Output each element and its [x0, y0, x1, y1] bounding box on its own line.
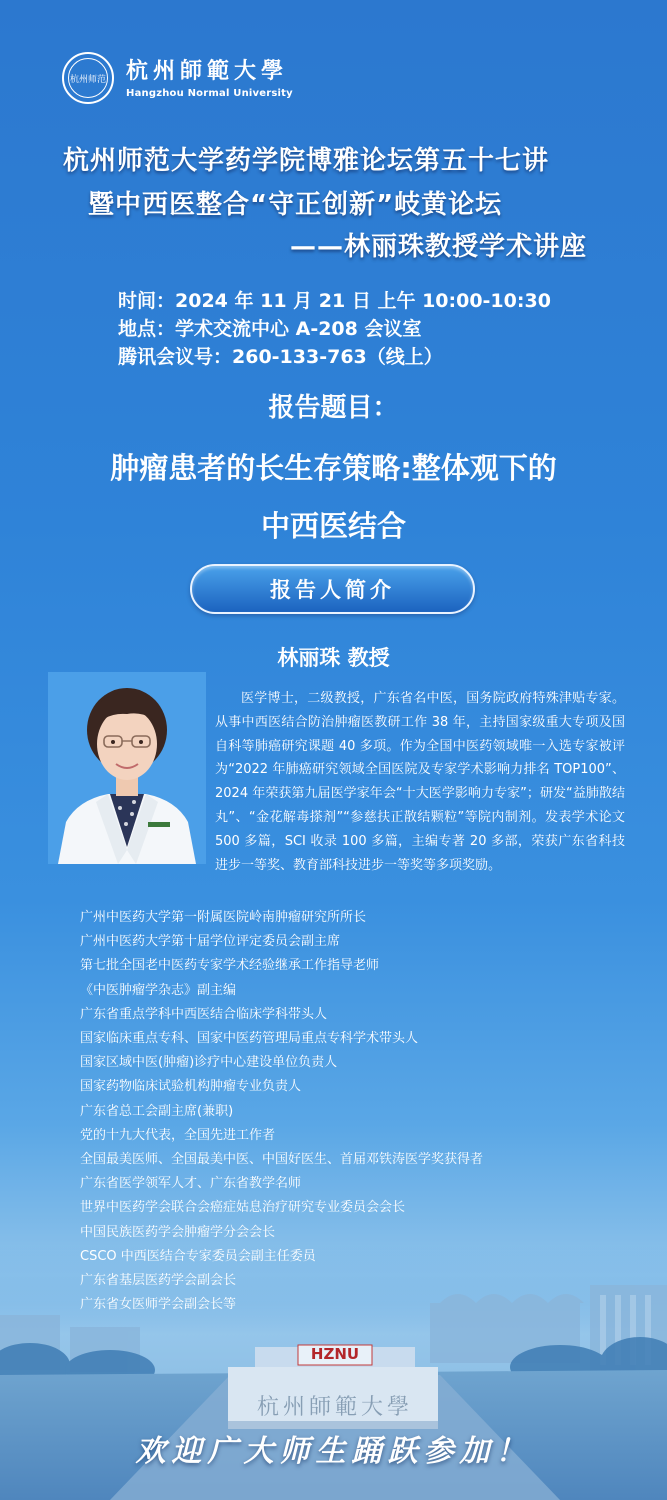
logo-text [126, 58, 293, 99]
gate-inscription: 杭州師範大學 [256, 1395, 413, 1420]
speaker-intro-button [190, 564, 475, 614]
topic-line-2: 中西医结合 [260, 509, 406, 543]
university-logo [62, 52, 293, 104]
title-item: 广东省总工会副主席(兼职) [80, 1103, 234, 1119]
title-line-1: 杭州师范大学药学院博雅论坛第五十七讲 [63, 146, 550, 176]
speaker-photo [48, 672, 206, 864]
event-time: 时间：2024 年 11 月 21 日 上午 10:00-10:30 [118, 290, 551, 312]
speaker-intro-label: 报告人简介 [270, 578, 395, 602]
title-item: 《中医肿瘤学杂志》副主编 [80, 982, 237, 998]
welcome-slogan: 欢迎广大师生踊跃参加！ [135, 1434, 532, 1469]
title-item: 广州中医药大学第一附属医院岭南肿瘤研究所所长 [80, 910, 367, 925]
meeting-id: 腾讯会议号：260-133-763（线上） [118, 346, 443, 368]
title-item: 广东省医学领军人才、广东省教学名师 [80, 1176, 302, 1192]
title-item: 第七批全国老中医药专家学术经验继承工作指导老师 [80, 958, 380, 974]
title-item: 广东省重点学科中西医结合临床学科带头人 [80, 1006, 328, 1022]
speaker-name: 林丽珠 教授 [277, 646, 390, 670]
title-item: 广东省女医师学会副会长等 [80, 1297, 237, 1313]
title-item: 中国民族医药学会肿瘤学分会会长 [80, 1224, 276, 1240]
speaker-titles-list [80, 906, 483, 1317]
topic-label: 报告题目： [268, 393, 399, 423]
title-item: CSCO 中西医结合专家委员会副主任委员 [80, 1248, 316, 1264]
seal-text: 杭州师范 [68, 58, 108, 98]
speaker-bio: 医学博士，二级教授，广东省名中医，国务院政府特殊津贴专家。从事中西医结合防治肿瘤医教研工作 38 年，主持国家级重大专项及国自科等肺癌研究课题 40 多项。作为全国中医药领域唯一入选专家被评为“2022 年肺癌研究领域全国医院及专家学术影响力排名 TOP100”、2024 年荣获第九届医学家年会“十大医学影响力专家”；研发“益肺散结丸”、“金花解毒搽剂”“参慈扶正散结颗粒”等院内制剂。发表学术论文 500 多篇，SCI 收录 100 多篇，主编专著 20 多部，荣获广东省科技进步一等奖、教育部科技进步一等奖等多项奖励。 [215, 691, 625, 873]
title-line-2: 暨中西医整合“守正创新”岐黄论坛 [88, 190, 503, 220]
event-place: 地点：学术交流中心 A-208 会议室 [118, 318, 422, 340]
title-item: 全国最美医师、全国最美中医、中国好医生、首届邓铁涛医学奖获得者 [80, 1152, 484, 1168]
title-item: 广东省基层医药学会副会长 [80, 1273, 237, 1289]
title-item: 党的十九大代表，全国先进工作者 [80, 1127, 276, 1143]
title-item: 国家药物临床试验机构肿瘤专业负责人 [80, 1079, 302, 1095]
university-seal-icon [62, 52, 114, 104]
logo-name-cn: 杭州師範大學 [126, 57, 289, 84]
logo-name-en: Hangzhou Normal University [126, 87, 293, 99]
hznu-sign: HZNU [310, 1345, 360, 1363]
title-item: 世界中医药学会联合会癌症姑息治疗研究专业委员会会长 [80, 1200, 406, 1216]
title-item: 国家临床重点专科、国家中医药管理局重点专科学术带头人 [80, 1031, 419, 1047]
topic-line-1: 肿瘤患者的长生存策略:整体观下的 [110, 451, 557, 485]
title-line-3: ——林丽珠教授学术讲座 [290, 232, 588, 262]
title-item: 广州中医药大学第十届学位评定委员会副主席 [80, 934, 341, 950]
title-item: 国家区域中医(肿瘤)诊疗中心建设单位负责人 [80, 1055, 338, 1071]
